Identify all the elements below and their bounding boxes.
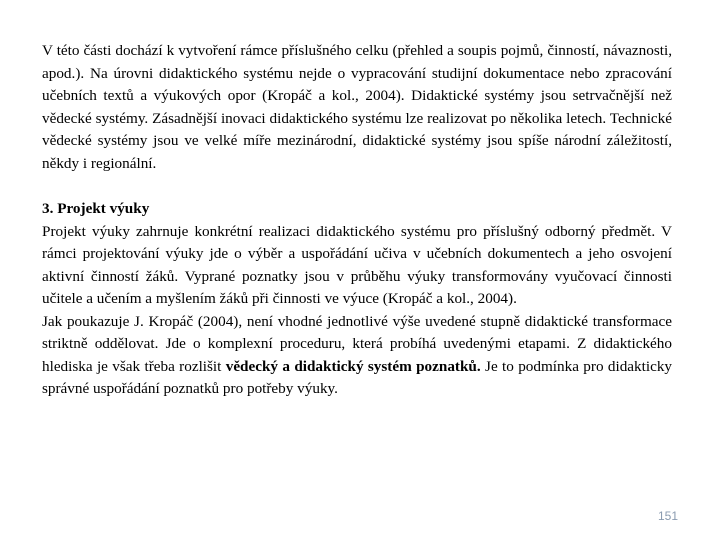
section-heading: 3. Projekt výuky	[42, 200, 150, 217]
document-body	[42, 40, 672, 401]
page-number: 151	[657, 509, 678, 523]
final-paragraph	[42, 311, 672, 401]
intro-paragraph: V této části dochází k vytvoření rámce příslušného celku (přehled a soupis pojmů, činností, návaznosti, apod.). Na úrovni didaktického systému nejde o vypracování studijní dokumentace nebo zpracování učebních textů a výukových opor (Kropáč a kol., 2004). Didaktické systémy jsou setrvačnější než vědecké systémy. Zásadnější inovaci didaktického systému lze realizovat po několika letech. Technické vědecké systémy jsou ve velké míře mezinárodní, didaktické systémy jsou spíše národní záležitostí, někdy i regionální.	[42, 42, 672, 172]
final-paragraph-end: Je to podmínka pro didakticky správné uspořádání poznatků pro potřeby výuky.	[42, 357, 673, 397]
paragraph-gap	[42, 175, 672, 198]
section-paragraph: Projekt výuky zahrnuje konkrétní realizaci didaktického systému pro příslušný odborný předmět. V rámci projektování výuky jde o výběr a uspořádání učiva v učebních dokumentech a jeho osvojení aktivní činností žáků. Vyprané poznatky jsou v průběhu výuky transformovány vyučovací činnosti učitele a učením a myšlením žáků při činnosti ve výuce (Kropáč a kol., 2004).	[42, 222, 672, 307]
final-paragraph-start: Jak poukazuje J. Kropáč (2004), není vhodné jednotlivé výše uvedené stupně didaktické transformace striktně oddělovat. Jde o komplexní proceduru, která probíhá uvedenými etapami. Z didaktického hlediska je však třeba rozlišit	[42, 312, 672, 375]
final-paragraph-bold: vědecký a didaktický systém poznatků.	[225, 357, 481, 375]
